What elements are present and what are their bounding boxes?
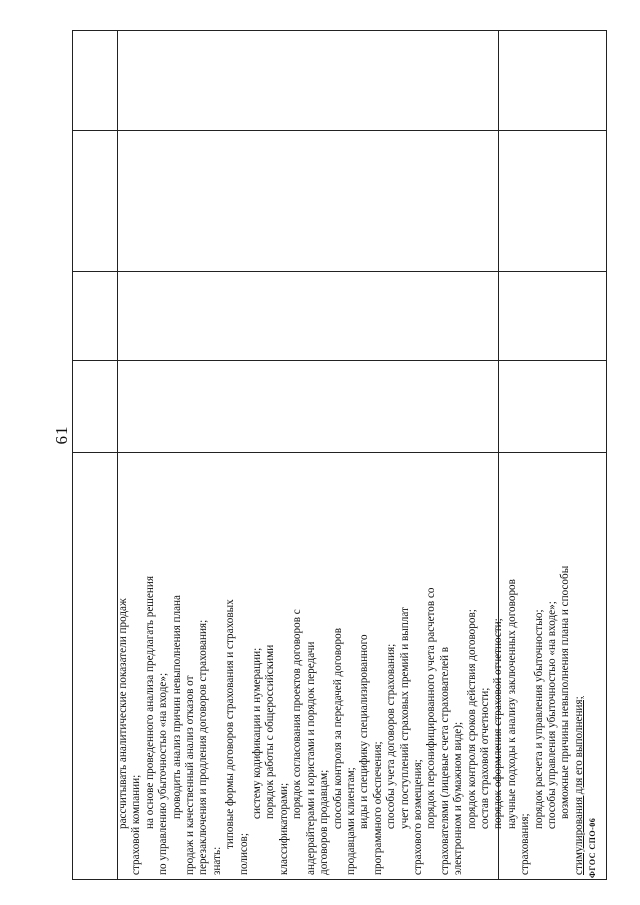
- text-line: на основе проведенного анализа предлагать решения: [143, 575, 156, 829]
- text-line: состав страховой отчетности;: [478, 687, 491, 829]
- rotated-page: [32, 0, 617, 880]
- text-line: порядок оформления страховой отчетности;: [492, 618, 505, 829]
- text-line: порядок согласования проектов договоров с: [291, 609, 304, 819]
- text-line: продавцами клиентам;: [344, 767, 357, 875]
- text-line: способы контроля за передачей договоров: [331, 627, 344, 829]
- text-line: перезаключения и продления договоров страхования;: [197, 619, 210, 875]
- text-line: по управлению убыточностью «на входе»;: [157, 672, 170, 875]
- table-column-divider: [73, 452, 606, 453]
- text-line: страхования;: [519, 813, 532, 875]
- text-line: систему кодификации и нумерации;: [251, 647, 264, 819]
- text-line: продаж и качественный анализ отказов от: [184, 675, 197, 875]
- text-line: типовые формы договоров страхования и страховых: [224, 599, 237, 849]
- text-line: научные подходы к анализу заключенных договоров: [505, 579, 518, 829]
- competency-table: [72, 30, 607, 880]
- text-line: классификаторами;: [277, 782, 290, 875]
- text-line: рассчитывать аналитические показатели продаж: [117, 598, 129, 829]
- text-line: способы управления убыточностью «на входе»;: [546, 601, 558, 829]
- table-column-divider: [73, 360, 606, 361]
- text-line: электронном и бумажном виде);: [452, 721, 465, 875]
- text-line: возможные причины невыполнения плана и способы: [559, 565, 572, 819]
- text-line: учет поступлений страховых премий и выплат: [398, 607, 411, 829]
- page-number: 61: [52, 425, 71, 445]
- table-column-divider: [73, 130, 606, 131]
- text-line: страхового возмещения;: [411, 759, 424, 875]
- text-line: договоров продавцам;: [318, 769, 331, 875]
- text-line: виды и специфику специализированного: [358, 634, 371, 829]
- requirements-cell: [117, 457, 585, 875]
- text-line: программного обеспечения;: [371, 741, 384, 875]
- table-column-divider: [73, 271, 606, 272]
- text-line: стимулирования для его выполнения;: [572, 696, 585, 875]
- text-line: проводить анализ причин невыполнения плана: [170, 594, 183, 819]
- footer-code: ФГОС СПО-06: [588, 817, 597, 878]
- text-line: способы учета договоров страхования;: [385, 643, 398, 829]
- text-line: порядок контроля сроков действия договоров;: [465, 609, 478, 829]
- text-line: порядок персонифицированного учета расчетов со: [425, 587, 438, 829]
- text-line: полисов;: [237, 833, 250, 875]
- text-line: страховой компании;: [130, 774, 143, 875]
- text-line: страхователями (лицевые счета страхователей в: [438, 646, 451, 875]
- text-line: порядок работы с общероссийскими: [264, 644, 277, 819]
- text-line: знать:: [210, 846, 223, 875]
- text-line: порядок расчета и управления убыточностью;: [532, 609, 545, 829]
- text-line: андеррайтерами и юристами и порядок передачи: [304, 641, 317, 875]
